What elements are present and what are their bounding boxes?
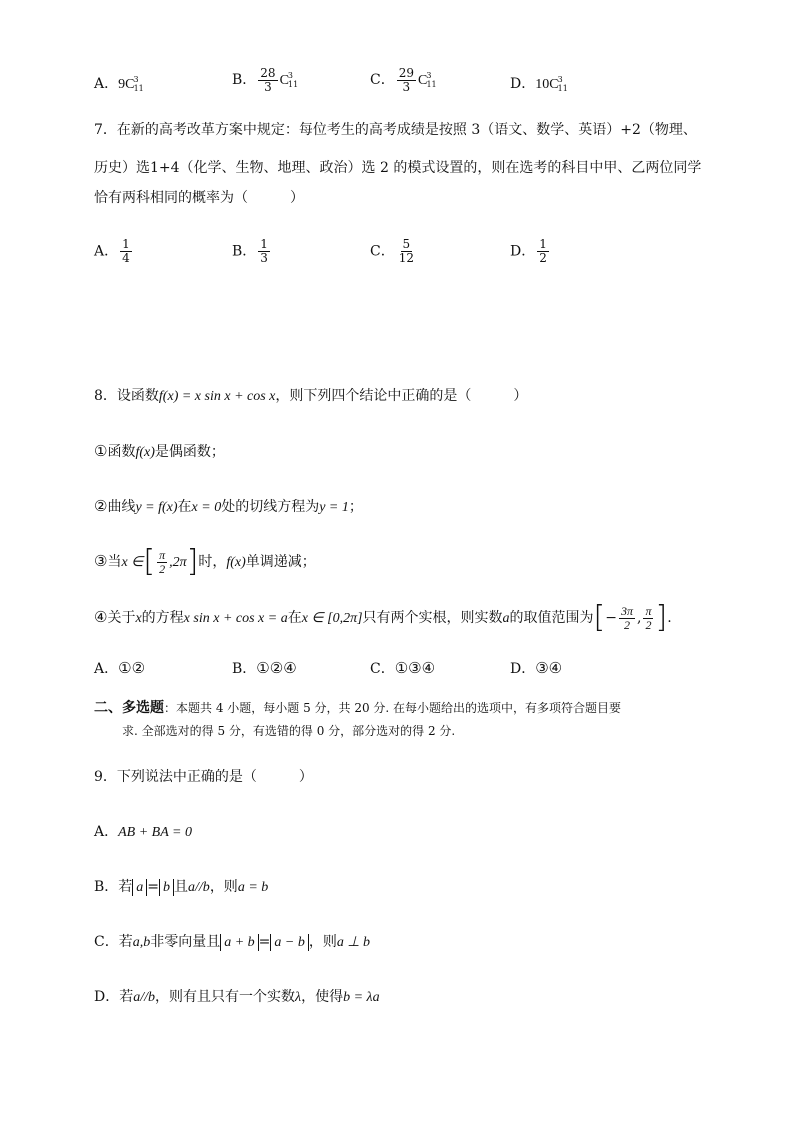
denominator: 2 — [624, 617, 630, 632]
math: x — [135, 611, 142, 626]
option-letter: B．若 — [94, 879, 133, 895]
text: ，使得 — [301, 989, 344, 1005]
text: 在 — [177, 499, 192, 515]
option-letter: C． — [370, 243, 395, 260]
q8-statement-3 — [94, 544, 316, 580]
fraction — [120, 238, 132, 265]
comb-sub: 11 — [426, 80, 437, 89]
text: 关于 — [107, 610, 136, 626]
circled-number: ① — [94, 442, 108, 460]
section-2-desc-line-2: 求. 全部选对的得 5 分，有选错的得 0 分，部分选对的得 2 分. — [122, 724, 456, 738]
option-coef: 10C — [535, 77, 559, 92]
fraction — [397, 238, 416, 265]
math: = — [258, 934, 271, 950]
option-letter: C．若 — [94, 934, 133, 950]
circled-number: ③ — [94, 552, 108, 570]
math: f(x) — [226, 555, 246, 570]
text: 在 — [287, 610, 302, 626]
math: a//b — [188, 880, 210, 895]
text: 函数 — [107, 444, 136, 460]
option-text: ①③④ — [394, 659, 436, 677]
option-letter: A． — [94, 661, 119, 677]
numerator: 1 — [539, 237, 547, 251]
stem-text: ，则下列四个结论中正确的是（ ） — [275, 388, 528, 404]
text: 时， — [198, 554, 227, 570]
q9-stem: 9．下列说法中正确的是（ ） — [94, 769, 313, 785]
q9-option-b — [94, 877, 268, 898]
q9-option-d — [94, 987, 380, 1008]
q8-option-c — [370, 658, 435, 679]
text: ，则 — [209, 879, 238, 895]
option-letter: D． — [510, 76, 536, 92]
text: 的取值范围为 — [509, 610, 594, 626]
comb-sup: 3 — [287, 71, 294, 80]
option-text: ③④ — [535, 659, 563, 677]
option-letter: D． — [510, 243, 536, 260]
math: b = λa — [343, 990, 380, 1005]
numerator: 5 — [402, 237, 411, 251]
denominator: 2 — [645, 617, 652, 632]
right-bracket-glyph: ] — [655, 600, 668, 635]
text: ，则 — [308, 934, 337, 950]
abs-b: b — [159, 879, 174, 896]
q6-option-b — [232, 66, 298, 95]
math: a ⊥ b — [336, 935, 371, 950]
fraction — [157, 549, 167, 576]
q9-option-c — [94, 932, 370, 953]
text: 只有两个实根，则实数 — [362, 610, 503, 626]
denominator: 3 — [260, 251, 268, 265]
option-text: ①②④ — [256, 659, 297, 677]
option-coef: 9C — [118, 77, 135, 92]
comb-sup: 3 — [133, 75, 139, 84]
text: 曲线 — [107, 499, 136, 515]
text: . — [667, 610, 672, 626]
comb-symbol: C — [418, 73, 428, 88]
denominator: 2 — [159, 561, 166, 576]
numerator: 1 — [260, 237, 268, 251]
text: ，则有且只有一个实数 — [155, 989, 296, 1005]
option-letter: D． — [510, 661, 536, 677]
math: a — [502, 611, 510, 626]
option-text: ①② — [118, 659, 146, 677]
section-desc: ：本题共 4 小题，每小题 5 分，共 20 分. 在每小题给出的选项中，有多项符合题目要 — [164, 701, 622, 715]
q7-stem-line-1: 7．在新的高考改革方案中规定：每位考生的高考成绩是按照 3（语文、数学、英语）+2（物理、 — [94, 122, 697, 138]
q7-option-c — [370, 238, 418, 265]
numerator: π — [645, 603, 652, 618]
fraction — [258, 67, 277, 94]
q8-option-a — [94, 658, 145, 679]
q7-stem-line-2: 历史）选1+4（化学、生物、地理、政治）选 2 的模式设置的，则在选考的科目中甲、乙两位同学 — [94, 160, 702, 176]
function-definition: f(x) = x sin x + cos x — [158, 389, 276, 404]
option-letter: A． — [94, 76, 119, 92]
section-2-header — [94, 698, 621, 718]
text: 的方程 — [141, 610, 184, 626]
comb-sub: 11 — [288, 80, 299, 89]
math: = — [147, 879, 160, 895]
q8-statement-2 — [94, 496, 363, 518]
math: ,2π — [169, 555, 187, 570]
math: a,b — [132, 935, 151, 950]
math: y = 1 — [319, 500, 349, 515]
q8-stem — [94, 386, 527, 407]
left-bracket-glyph: [ — [593, 600, 606, 635]
comb-sup: 3 — [426, 71, 432, 80]
q7-option-a — [94, 238, 134, 265]
option-letter: B． — [232, 661, 257, 677]
q9-option-a — [94, 822, 192, 843]
text: 当 — [107, 554, 122, 570]
abs-sum: a + b — [220, 934, 258, 951]
q6-option-c — [370, 66, 437, 95]
denominator: 12 — [398, 251, 414, 265]
text: 且 — [174, 879, 189, 895]
comb-symbol: C — [279, 73, 289, 88]
text: ； — [348, 499, 363, 515]
q8-statement-4: ④关于x的方程x sin x + cos x = a在x ∈ [0,2π]只有两个实根，则实数a的取值范围为[− $\frac{3\pi}{2}$ , $\frac{\pi}{2}$ ]. — [94, 600, 672, 635]
numerator: 29 — [398, 65, 414, 80]
circled-number: ② — [94, 497, 108, 515]
denominator: 4 — [122, 251, 130, 265]
comb-sub: 11 — [133, 84, 144, 93]
section-title: 二、多选题 — [94, 700, 164, 716]
text: 是偶函数； — [154, 444, 225, 460]
numerator: 1 — [122, 237, 130, 251]
abs-diff: a − b — [270, 934, 308, 951]
math: λ — [295, 990, 302, 1005]
math: − — [605, 610, 617, 626]
math: a = b — [237, 880, 269, 895]
math: a//b — [133, 990, 156, 1005]
q6-option-a — [94, 70, 144, 99]
text: 处的切线方程为 — [221, 499, 320, 515]
q7-option-d — [510, 238, 551, 265]
fraction — [619, 605, 635, 632]
option-letter: D．若 — [94, 989, 134, 1005]
fraction — [397, 67, 416, 94]
option-letter: A． — [94, 824, 119, 840]
numerator: π — [159, 547, 166, 562]
option-letter: B． — [232, 243, 257, 260]
math: x sin x + cos x = a — [183, 611, 288, 626]
math: f(x) — [135, 445, 155, 460]
numerator: 3π — [621, 603, 634, 618]
denominator: 3 — [264, 79, 272, 94]
q8-option-b — [232, 658, 297, 679]
comb-sup: 3 — [557, 75, 563, 84]
math: x = 0 — [191, 500, 222, 515]
stem-text: 8．设函数 — [94, 388, 159, 404]
fraction — [643, 605, 653, 632]
option-letter: C． — [370, 661, 395, 677]
comb-sub: 11 — [557, 84, 568, 93]
fraction — [258, 238, 270, 265]
option-letter: B． — [232, 72, 257, 88]
text: 单调递减； — [245, 554, 316, 570]
numerator: 28 — [260, 65, 276, 80]
denominator: 3 — [402, 79, 411, 94]
math: x ∈ — [121, 555, 144, 570]
math: x ∈ [0,2π] — [301, 611, 363, 626]
q7-option-b — [232, 238, 272, 265]
denominator: 2 — [539, 251, 547, 265]
abs-a: a — [132, 879, 147, 896]
text: 非零向量且 — [150, 934, 221, 950]
q7-stem-line-3: 恰有两科相同的概率为（ ） — [94, 190, 304, 206]
fraction — [537, 238, 549, 265]
q8-statement-1 — [94, 441, 225, 463]
q8-option-d — [510, 658, 562, 679]
q6-option-d — [510, 70, 568, 99]
circled-number: ④ — [94, 608, 108, 626]
math: y = f(x) — [135, 500, 178, 515]
option-letter: A． — [94, 243, 119, 260]
left-bracket-glyph: [ — [143, 544, 156, 579]
right-bracket-glyph: ] — [186, 544, 199, 579]
option-letter: C． — [370, 72, 395, 88]
math: AB + BA = 0 — [118, 825, 192, 840]
